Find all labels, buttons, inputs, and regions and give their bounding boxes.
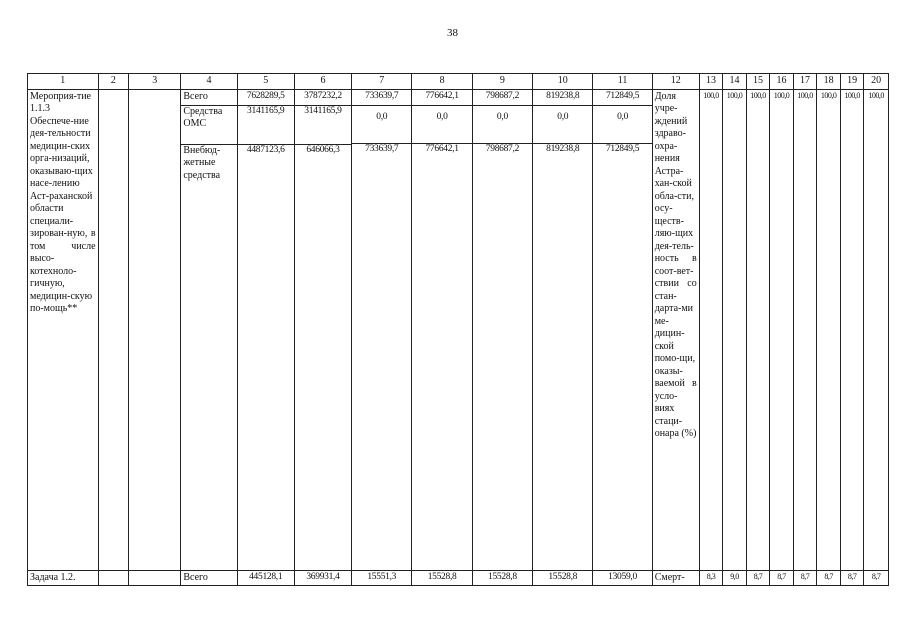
indicator-value: 100,0 <box>793 89 817 570</box>
col-header: 6 <box>294 74 351 90</box>
value: 0,0 <box>533 105 592 143</box>
task-value: 369931,4 <box>294 570 351 586</box>
value-col-8 <box>412 89 472 570</box>
value: 4487123,6 <box>238 144 294 157</box>
col-header: 3 <box>129 74 181 90</box>
task-row <box>28 570 889 586</box>
indicator-name: Доля учре-ждений здраво-охра-нения Астра-хан-ской обла-сти, осу-ществ-ляю-щих дея-тель-ность в соот-вет-ствии со стан-дарта-ми ме-дицин-ской помо-щи, оказы-ваемой в усло-виях стаци-онара (%) <box>652 89 699 570</box>
value: 733639,7 <box>365 90 399 101</box>
col-header: 12 <box>652 74 699 90</box>
value: 3141165,9 <box>238 105 294 144</box>
col-header: 11 <box>593 74 652 90</box>
indicator-value: 100,0 <box>770 89 794 570</box>
task-indicator-value: 8,7 <box>746 570 770 586</box>
value-col-5 <box>237 89 294 570</box>
value: 0,0 <box>352 105 411 143</box>
value: 0,0 <box>593 105 651 143</box>
value-col-9 <box>472 89 532 570</box>
funding-sources <box>181 89 237 570</box>
value: 819238,8 <box>533 143 592 156</box>
column-number-row <box>28 74 889 90</box>
page-number: 38 <box>447 27 458 39</box>
col-header: 20 <box>864 74 889 90</box>
task-indicator-value: 8,7 <box>840 570 864 586</box>
task-indicator-value: 8,7 <box>864 570 889 586</box>
activity-name: Мероприя-тие 1.1.3 Обеспече-ние дея-тельности медицин-ских орга-низаций, оказываю-щих насе-лению Аст-раханской области специали-зирован-ную, в том числе высо-котехноло-гичную, медицин-скую по-мощь** <box>28 89 99 570</box>
value: 7628289,5 <box>246 90 285 101</box>
task-indicator-value: 8,7 <box>817 570 841 586</box>
col-header: 1 <box>28 74 99 90</box>
source-label: Внебюд-жетные средства <box>181 144 236 183</box>
empty-cell <box>98 570 129 586</box>
value: 3787232,2 <box>304 90 342 101</box>
task-value: 15528,8 <box>472 570 532 586</box>
program-table <box>27 73 889 586</box>
col-header: 14 <box>723 74 747 90</box>
task-name: Задача 1.2. <box>28 570 99 586</box>
indicator-value: 100,0 <box>840 89 864 570</box>
col-header: 5 <box>237 74 294 90</box>
task-indicator-value: 9,0 <box>723 570 747 586</box>
indicator-value: 100,0 <box>817 89 841 570</box>
col-header: 13 <box>699 74 723 90</box>
indicator-value: 100,0 <box>723 89 747 570</box>
value-col-7 <box>352 89 412 570</box>
indicator-value: 100,0 <box>864 89 889 570</box>
task-indicator-value: 8,3 <box>699 570 723 586</box>
col-header: 17 <box>793 74 817 90</box>
empty-cell <box>98 89 129 570</box>
task-value: 445128,1 <box>237 570 294 586</box>
task-value: 13059,0 <box>593 570 652 586</box>
task-value: 15528,8 <box>412 570 472 586</box>
col-header: 18 <box>817 74 841 90</box>
value: 712849,5 <box>593 143 651 156</box>
value-col-11 <box>593 89 652 570</box>
task-source: Всего <box>181 570 237 586</box>
source-label: Всего <box>183 90 208 102</box>
indicator-value: 100,0 <box>699 89 723 570</box>
col-header: 9 <box>472 74 532 90</box>
value: 776642,1 <box>425 90 459 101</box>
value: 798687,2 <box>485 90 520 101</box>
task-value: 15528,8 <box>533 570 593 586</box>
source-label: Средства ОМС <box>181 105 236 144</box>
task-indicator-value: 8,7 <box>770 570 794 586</box>
col-header: 2 <box>98 74 129 90</box>
value: 646066,3 <box>295 144 351 157</box>
value: 733639,7 <box>352 143 411 156</box>
value: 712849,5 <box>605 90 640 101</box>
task-value: 15551,3 <box>352 570 412 586</box>
value-col-10 <box>533 89 593 570</box>
col-header: 19 <box>840 74 864 90</box>
col-header: 10 <box>533 74 593 90</box>
value: 3141165,9 <box>295 105 351 144</box>
empty-cell <box>129 89 181 570</box>
value: 0,0 <box>412 105 471 143</box>
value: 798687,2 <box>473 143 532 156</box>
col-header: 15 <box>746 74 770 90</box>
activity-row <box>28 89 889 570</box>
col-header: 16 <box>770 74 794 90</box>
task-indicator: Смерт- <box>652 570 699 586</box>
task-indicator-value: 8,7 <box>793 570 817 586</box>
value: 819238,8 <box>546 90 580 101</box>
value: 776642,1 <box>412 143 471 156</box>
indicator-value: 100,0 <box>746 89 770 570</box>
value: 0,0 <box>473 105 532 143</box>
value-col-6 <box>294 89 351 570</box>
empty-cell <box>129 570 181 586</box>
col-header: 7 <box>352 74 412 90</box>
col-header: 8 <box>412 74 472 90</box>
col-header: 4 <box>181 74 237 90</box>
